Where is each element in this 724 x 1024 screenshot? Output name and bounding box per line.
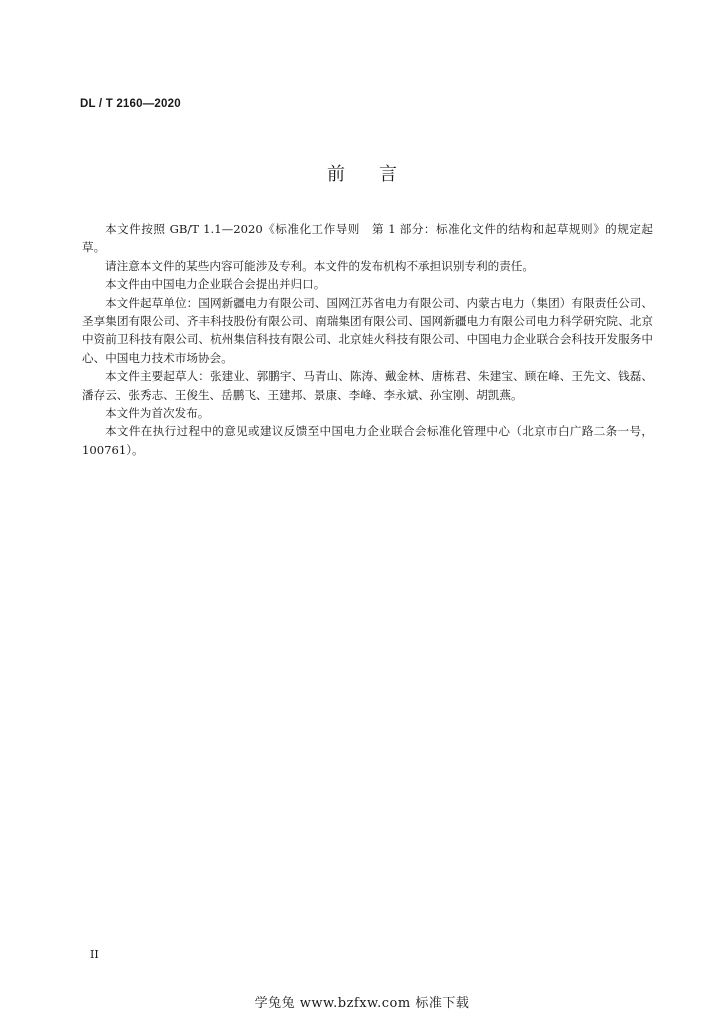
paragraph-drafting-rules: 本文件按照 GB/T 1.1—2020《标准化工作导则 第 1 部分：标准化文件的结构和起草规则》的规定起草。: [82, 222, 653, 255]
paragraph-drafting-units: 本文件起草单位：国网新疆电力有限公司、国网江苏省电力有限公司、内蒙古电力（集团）有限责任公司、圣享集团有限公司、齐丰科技股份有限公司、南瑞集团有限公司、国网新疆电力有限公司电力科学研究院、北京中资前卫科技有限公司、杭州集信科技有限公司、北京娃火科技有限公司、中国电力企业联合会科技开发服务中心、中国电力技术市场协会。: [82, 295, 653, 365]
paragraph-first-release: 本文件为首次发布。: [105, 406, 210, 421]
page-title: 前言: [327, 164, 431, 185]
paragraph-feedback: 本文件在执行过程中的意见或建议反馈至中国电力企业联合会标准化管理中心（北京市白广路二条一号，100761）。: [82, 424, 653, 457]
paragraph-patent-notice: 请注意本文件的某些内容可能涉及专利。本文件的发布机构不承担识别专利的责任。: [105, 258, 534, 273]
foreword-body: [82, 220, 653, 459]
paragraph-proposer: 本文件由中国电力企业联合会提出并归口。: [105, 277, 326, 292]
paragraph-drafters: 本文件主要起草人：张建业、郭鹏宇、马青山、陈涛、戴金林、唐栋君、朱建宝、顾在峰、王先文、钱磊、潘存云、张秀志、王俊生、岳鹏飞、王建邦、景康、李峰、李永斌、孙宝刚、胡凯燕。: [82, 369, 653, 402]
page-number: II: [90, 948, 99, 961]
standard-code: DL / T 2160—2020: [80, 98, 181, 110]
footer-watermark: 学兔兔 www.bzfxw.com 标准下载: [254, 996, 470, 1011]
